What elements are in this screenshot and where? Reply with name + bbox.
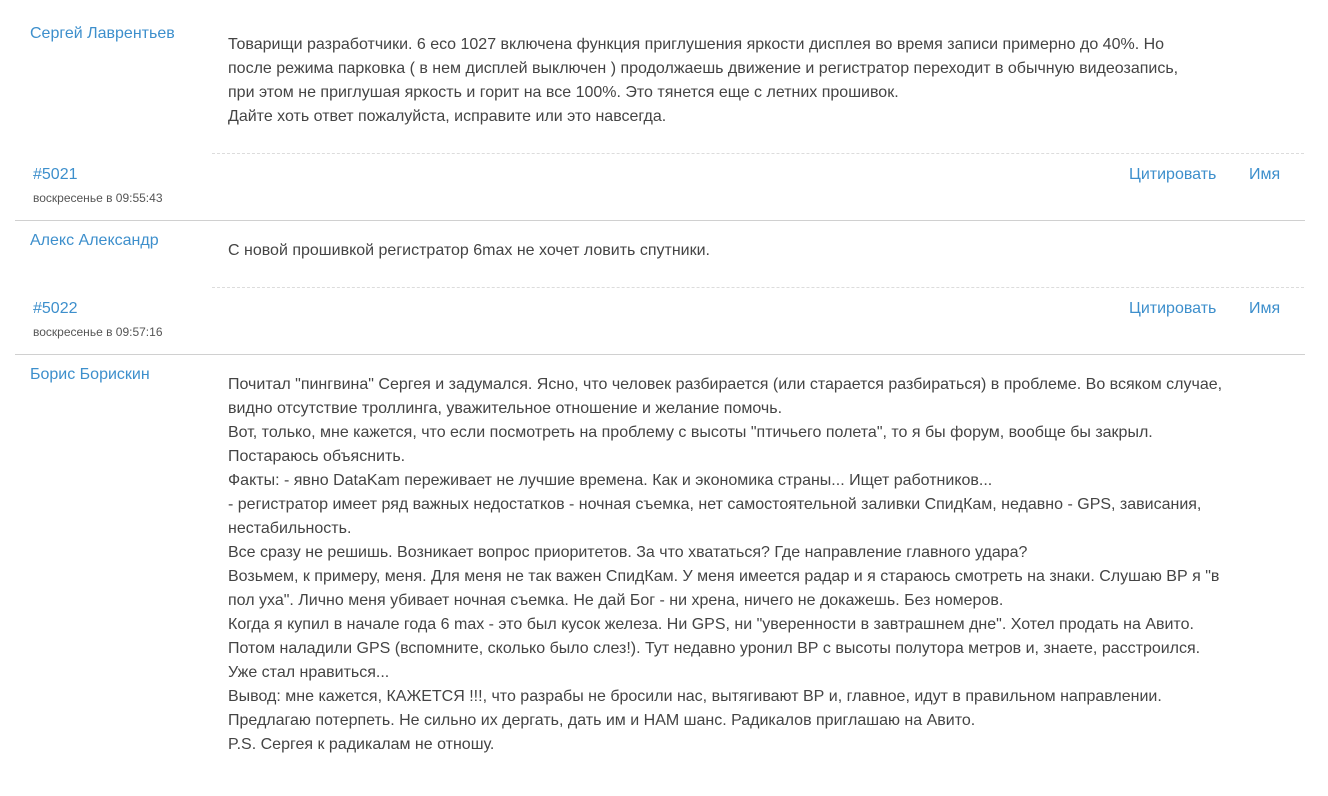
post-text-line: Почитал "пингвина" Сергея и задумался. Ясно, что человек разбирается (или старается разбираться) в проблеме. Во всяком случае, — [228, 376, 1223, 393]
post-text-line: Уже стал нравиться... — [228, 664, 390, 681]
post-text-line: Возьмем, к примеру, меня. Для меня не так важен СпидКам. У меня имеется радар и я стараюсь смотреть на знаки. Слушаю ВР я "в — [228, 568, 1220, 585]
post-text-line: Все сразу не решишь. Возникает вопрос приоритетов. За что хвататься? Где направление главного удара? — [228, 544, 1028, 561]
post-timestamp: воскресенье в 09:57:16 — [33, 325, 163, 339]
post-text-line: Товарищи разработчики. 6 eco 1027 включена функция приглушения яркости дисплея во время записи примерно до 40%. Но — [228, 36, 1165, 53]
post-author-link[interactable]: Алекс Александр — [30, 232, 159, 249]
post-divider-dashed — [212, 287, 1304, 288]
post-separator — [15, 354, 1305, 355]
post-text-line: нестабильность. — [228, 520, 352, 537]
post-text-line: P.S. Сергея к радикалам не отношу. — [228, 736, 495, 753]
post-text — [228, 239, 1308, 263]
post-text-line: пол уха". Лично меня убивает ночная съемка. Не дай Бог - ни хрена, ничего не докажешь. Без номеров. — [228, 592, 1004, 609]
post-divider-dashed — [212, 153, 1304, 154]
post-author-link[interactable]: Борис Борискин — [30, 366, 150, 383]
post-text-line: Дайте хоть ответ пожалуйста, исправите или это навсегда. — [228, 108, 667, 125]
quote-button[interactable]: Цитировать — [1129, 300, 1217, 317]
post-number-link[interactable]: #5022 — [33, 300, 78, 317]
post-text-line: Вот, только, мне кажется, что если посмотреть на проблему с высоты "птичьего полета", то я бы форум, вообще бы закрыл. — [228, 424, 1153, 441]
post-text-line: С новой прошивкой регистратор 6max не хочет ловить спутники. — [228, 242, 710, 259]
insert-name-button[interactable]: Имя — [1249, 166, 1281, 183]
post-number-link[interactable]: #5021 — [33, 166, 78, 183]
post-separator — [15, 220, 1305, 221]
post-text — [228, 33, 1308, 129]
quote-button[interactable]: Цитировать — [1129, 166, 1217, 183]
post-text-line: при этом не приглушая яркость и горит на все 100%. Это тянется еще с летних прошивок. — [228, 84, 899, 101]
post-text-line: Потом наладили GPS (вспомните, сколько было слез!). Тут недавно уронил ВР с высоты полутора метров и, знаете, расстроился. — [228, 640, 1201, 657]
post-footer — [0, 299, 1328, 359]
post-text-line: - регистратор имеет ряд важных недостатков - ночная съемка, нет самостоятельной заливки СпидКам, недавно - GPS, зависания, — [228, 496, 1202, 513]
post-text-line: Предлагаю потерпеть. Не сильно их дергать, дать им и НАМ шанс. Радикалов приглашаю на Авито. — [228, 712, 976, 729]
post-text-line: после режима парковка ( в нем дисплей выключен ) продолжаешь движение и регистратор переходит в обычную видеозапись, — [228, 60, 1179, 77]
post-text — [228, 373, 1308, 757]
post-text-line: Когда я купил в начале года 6 max - это был кусок железа. Ни GPS, ни "уверенности в завтрашнем дне". Хотел продать на Авито. — [228, 616, 1194, 633]
post-footer — [0, 165, 1328, 225]
post-text-line: Факты: - явно DataKam переживает не лучшие времена. Как и экономика страны... Ищет работников... — [228, 472, 993, 489]
insert-name-button[interactable]: Имя — [1249, 300, 1281, 317]
post-text-line: Вывод: мне кажется, КАЖЕТСЯ !!!, что разрабы не бросили нас, вытягивают ВР и, главное, идут в правильном направлении. — [228, 688, 1162, 705]
post-author-link[interactable]: Сергей Лаврентьев — [30, 25, 175, 42]
post-timestamp: воскресенье в 09:55:43 — [33, 191, 163, 205]
post-text-line: Постараюсь объяснить. — [228, 448, 406, 465]
post-text-line: видно отсутствие троллинга, уважительное отношение и желание помочь. — [228, 400, 783, 417]
